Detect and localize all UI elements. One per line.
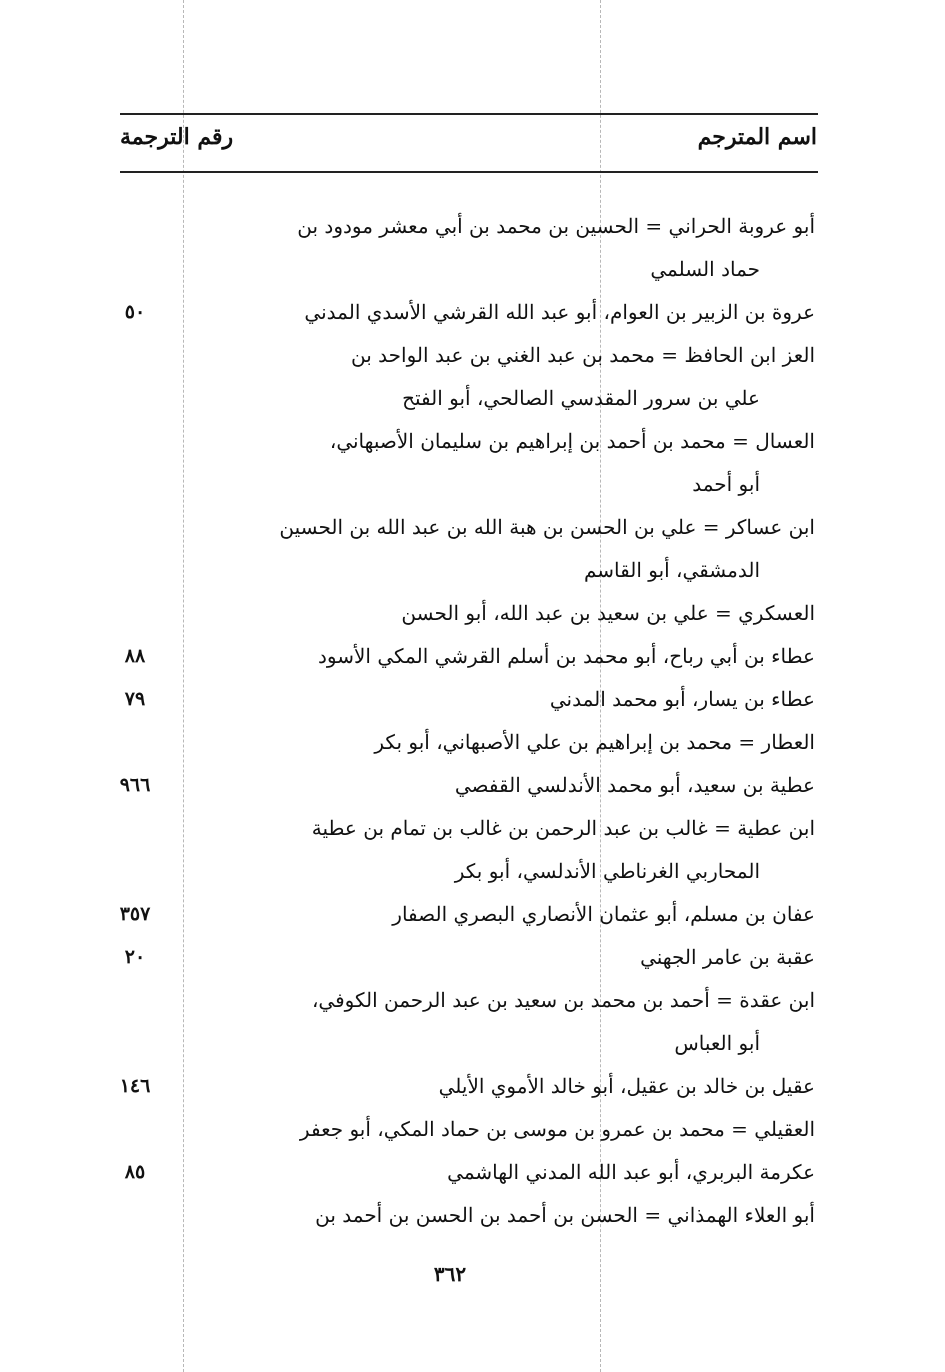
index-entry: [119, 1065, 815, 1108]
index-entry: [250, 807, 815, 893]
index-entry: [250, 506, 815, 592]
entry-continuation-line: المحاربي الغرناطي الأندلسي، أبو بكر: [454, 859, 760, 883]
index-entry: [250, 979, 815, 1065]
entry-name-line: عقيل بن خالد بن عقيل، أبو خالد الأموي الأيلي: [438, 1074, 815, 1098]
index-entries: [119, 205, 815, 1237]
entry-name-line: أبو العلاء الهمذاني = الحسن بن أحمد بن الحسن بن أحمد بن: [315, 1203, 815, 1227]
index-entry: [124, 291, 815, 334]
header-name-column: اسم المترجم: [697, 124, 817, 150]
entry-number: ٨٥: [124, 1161, 146, 1183]
entry-number: ٢٠: [124, 946, 146, 968]
entry-name-line: العطار = محمد بن إبراهيم بن علي الأصبهاني، أبو بكر: [374, 730, 815, 754]
entry-name-line: عطاء بن أبي رباح، أبو محمد بن أسلم القرشي المكي الأسود: [318, 644, 815, 668]
entry-continuation-line: علي بن سرور المقدسي الصالحي، أبو الفتح: [402, 386, 760, 410]
entry-name-line: عروة بن الزبير بن العوام، أبو عبد الله القرشي الأسدي المدني: [304, 300, 815, 324]
entry-name-line: عطية بن سعيد، أبو محمد الأندلسي القفصي: [454, 773, 815, 797]
index-entry: [250, 1194, 815, 1237]
index-entry: [250, 1108, 815, 1151]
entry-number: ١٤٦: [119, 1075, 151, 1097]
entry-name-line: عقبة بن عامر الجهني: [640, 945, 815, 969]
index-entry: [119, 764, 815, 807]
page-number: ٣٦٢: [433, 1262, 467, 1286]
entry-name-line: العقيلي = محمد بن عمرو بن موسى بن حماد المكي، أبو جعفر: [299, 1117, 815, 1141]
index-entry: [124, 678, 815, 721]
entry-number: ٧٩: [124, 688, 146, 710]
entry-continuation-line: أبو العباس: [674, 1031, 760, 1055]
header-bottom-rule: [120, 171, 818, 173]
entry-continuation-line: أبو أحمد: [692, 472, 760, 496]
entry-number: ٨٨: [124, 645, 146, 667]
entry-name-line: عطاء بن يسار، أبو محمد المدني: [549, 687, 815, 711]
entry-name-line: ابن عقدة = أحمد بن محمد بن سعيد بن عبد الرحمن الكوفي،: [311, 988, 815, 1012]
index-entry: [250, 592, 815, 635]
entry-name-line: ابن عساكر = علي بن الحسن بن هبة الله بن عبد الله بن الحسين: [279, 515, 815, 539]
header-top-rule: [120, 113, 818, 115]
index-entry: [250, 721, 815, 764]
index-entry: [250, 420, 815, 506]
entry-continuation-line: حماد السلمي: [650, 257, 760, 281]
index-entry: [124, 1151, 815, 1194]
entry-name-line: عكرمة البربري، أبو عبد الله المدني الهاشمي: [447, 1160, 815, 1184]
index-entry: [119, 893, 815, 936]
header-number-column: رقم الترجمة: [120, 124, 234, 150]
entry-name-line: عفان بن مسلم، أبو عثمان الأنصاري البصري الصفار: [392, 902, 815, 926]
entry-name-line: أبو عروبة الحراني = الحسين بن محمد بن أبي معشر مودود بن: [297, 214, 815, 238]
entry-name-line: العسكري = علي بن سعيد بن عبد الله، أبو الحسن: [401, 601, 815, 625]
index-entry: [250, 334, 815, 420]
entry-continuation-line: الدمشقي، أبو القاسم: [583, 558, 760, 582]
scan-guide-line: [183, 0, 184, 1372]
entry-name-line: العسال = محمد بن أحمد بن إبراهيم بن سليمان الأصبهاني،: [329, 429, 815, 453]
index-entry: [124, 936, 815, 979]
entry-name-line: العز ابن الحافظ = محمد بن عبد الغني بن عبد الواحد بن: [351, 343, 815, 367]
entry-number: ٥٠: [124, 301, 146, 323]
entry-number: ٩٦٦: [119, 774, 151, 796]
entry-number: ٣٥٧: [119, 903, 151, 925]
entry-name-line: ابن عطية = غالب بن عبد الرحمن بن غالب بن تمام بن عطية: [311, 816, 815, 840]
index-entry: [124, 635, 815, 678]
index-entry: [250, 205, 815, 291]
